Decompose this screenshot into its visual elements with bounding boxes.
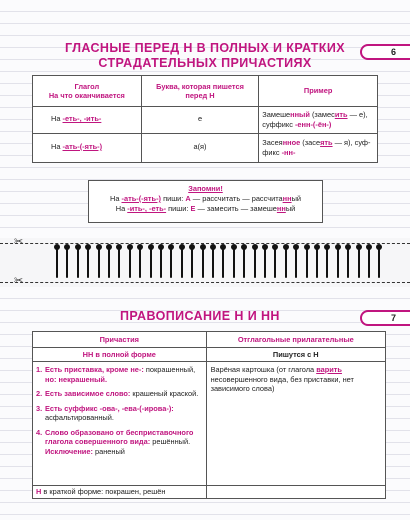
title-text: СТРАДАТЕЛЬНЫХ ПРИЧАСТИЯХ xyxy=(98,56,312,70)
title-text: ГЛАСНЫЕ ПЕРЕД xyxy=(65,41,184,55)
header-adjectives: Отглагольные прилагательные xyxy=(206,332,385,348)
spiral-ring xyxy=(293,244,298,278)
header-verb: Глагол На что оканчивается xyxy=(33,76,142,107)
title-text: В ПОЛНЫХ И КРАТКИХ xyxy=(192,41,345,55)
spiral-ring xyxy=(304,244,309,278)
spiral-ring xyxy=(106,244,111,278)
spiral-ring xyxy=(75,244,80,278)
title-letter-n: Н xyxy=(183,41,193,55)
cut-line xyxy=(0,282,410,283)
spiral-ring xyxy=(324,244,329,278)
spiral-ring xyxy=(54,244,59,278)
table-row xyxy=(33,362,386,486)
page-7-card xyxy=(0,287,410,520)
spiral-ring xyxy=(262,244,267,278)
table-row xyxy=(33,134,378,163)
page-6-title xyxy=(0,41,410,71)
adjective-cell: Варёная картошка (от глагола варить несовершенного вида, без приставки, нет зависимого слова) xyxy=(206,362,385,486)
example-cell: Замешенный (замесить — е), суффикс -енн-(-ён-) xyxy=(259,107,378,134)
letter-cell: е xyxy=(141,107,259,134)
spiral-ring xyxy=(252,244,257,278)
spiral-ring xyxy=(168,244,173,278)
remember-line-2: На -ить-, -еть- пиши: Е — замесить — замешенный xyxy=(115,204,296,213)
scissors-icon: ✂ xyxy=(14,235,24,248)
spiral-ring xyxy=(85,244,90,278)
spiral-ring xyxy=(179,244,184,278)
n-nn-table xyxy=(32,331,386,499)
spiral-ring xyxy=(200,244,205,278)
table-row xyxy=(33,107,378,134)
rules-cell xyxy=(33,362,207,486)
header-example: Пример xyxy=(259,76,378,107)
rules-list xyxy=(36,365,202,447)
subheader-nn: НН в полной форме xyxy=(33,348,207,362)
spiral-ring xyxy=(210,244,215,278)
table-row xyxy=(33,486,386,499)
exception-line: Исключение: раненый xyxy=(45,446,125,456)
table-header-row xyxy=(33,76,378,107)
rule-item: 4. Слово образовано от бесприставочного глагола совершенного вида: решённый. xyxy=(36,427,194,446)
spiral-ring xyxy=(148,244,153,278)
spiral-ring xyxy=(376,244,381,278)
page-number: 6 xyxy=(390,47,396,57)
rule-item: 1. Есть приставка, кроме не-: покрашенный, но: некрашеный. xyxy=(36,365,196,384)
empty-cell xyxy=(206,486,385,499)
subheader-n: Пишутся с Н xyxy=(206,348,385,362)
short-form-cell: Н в краткой форме: покрашен, решён xyxy=(33,486,207,499)
rule-item: 3. Есть суффикс -ова-, -ева-(-ирова-): асфальтированный. xyxy=(36,403,174,422)
spiral-ring xyxy=(116,244,121,278)
example-cell: Засеянное (засеять — я), суф- фикс -нн- xyxy=(259,134,378,163)
spiral-ring xyxy=(64,244,69,278)
spiral-ring xyxy=(272,244,277,278)
page-number-tab xyxy=(360,310,410,326)
remember-box xyxy=(88,180,323,223)
page-6-card xyxy=(0,0,410,238)
spiral-ring xyxy=(345,244,350,278)
spiral-ring xyxy=(356,244,361,278)
page-number-tab xyxy=(360,44,410,60)
page-7-title: ПРАВОПИСАНИЕ Н И НН xyxy=(120,309,280,323)
spiral-ring xyxy=(158,244,163,278)
spiral-ring xyxy=(335,244,340,278)
verb-cell: На -еть-, -ить- xyxy=(33,107,142,134)
vowels-table xyxy=(32,75,378,163)
table-subheader-row xyxy=(33,348,386,362)
scissors-icon: ✂ xyxy=(14,274,24,287)
spiral-ring xyxy=(241,244,246,278)
rule-item: 2. Есть зависимое слово: крашеный краской. xyxy=(36,389,199,398)
spiral-ring xyxy=(314,244,319,278)
verb-cell: На -ать-(-ять-) xyxy=(33,134,142,163)
remember-line-1: На -ать-(-ять-) пиши: А — рассчитать — рассчитанный xyxy=(109,194,302,203)
spiral-ring xyxy=(96,244,101,278)
letter-cell: а(я) xyxy=(141,134,259,163)
header-letter: Буква, которая пишется перед Н xyxy=(141,76,259,107)
spiral-ring xyxy=(366,244,371,278)
remember-heading: Запомни! xyxy=(188,184,223,193)
spiral-ring xyxy=(220,244,225,278)
spiral-ring xyxy=(231,244,236,278)
table-header-row xyxy=(33,332,386,348)
spiral-ring xyxy=(283,244,288,278)
header-participles: Причастия xyxy=(33,332,207,348)
spiral-ring xyxy=(189,244,194,278)
spiral-ring xyxy=(137,244,142,278)
spiral-ring xyxy=(127,244,132,278)
page-number: 7 xyxy=(390,313,396,323)
